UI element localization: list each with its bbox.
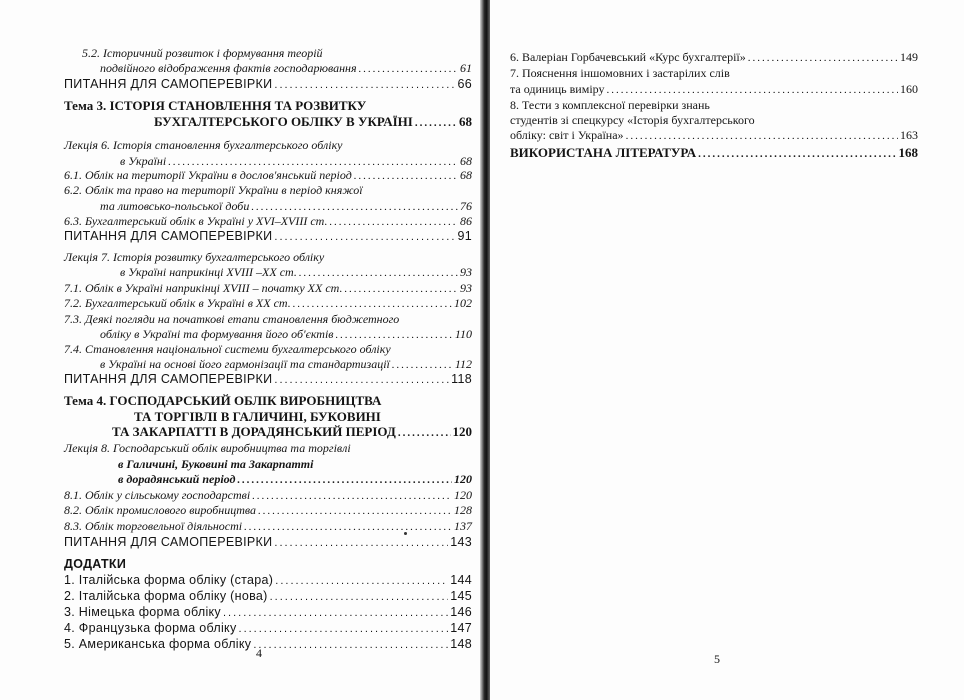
toc-appendix-item: та одиниць виміру ..... 160	[510, 82, 918, 96]
right-page	[490, 0, 964, 700]
toc-lecture: в Україні наприкінці XVIII –XX ст. ..... 93	[120, 265, 472, 279]
toc-bibliography: ВИКОРИСТАНА ЛІТЕРАТУРА ..... 168	[510, 146, 918, 160]
toc-appendix-item: студентів зі спецкурсу «Історія бухгалтерського	[510, 113, 755, 127]
toc-entry: 7.1. Облік в Україні наприкінці XVIII – початку XX ст. ..... 93	[64, 281, 472, 295]
toc-lecture: Лекція 8. Господарський облік виробництва та торгівлі	[64, 441, 351, 455]
toc-lecture: Лекція 6. Історія становлення бухгалтерського обліку	[64, 138, 343, 152]
toc-entry: та литовсько-польської доби ..... 76	[100, 199, 472, 213]
toc-topic-heading: Тема 3. ІСТОРІЯ СТАНОВЛЕННЯ ТА РОЗВИТКУ	[64, 98, 367, 113]
toc-appendix-item: 1. Італійська форма обліку (стара) ..... 144	[64, 573, 472, 587]
toc-lecture: в дорадянський період ..... 120	[118, 472, 472, 486]
toc-entry: 8.3. Облік торговельної діяльності ..... 137	[64, 519, 472, 533]
toc-appendix-heading: ДОДАТКИ	[64, 557, 127, 571]
toc-lecture: в Галичині, Буковині та Закарпатті	[118, 457, 314, 471]
toc-entry: 8.2. Облік промислового виробництва ..... 128	[64, 503, 472, 517]
toc-entry: 7.4. Становлення національної системи бухгалтерського обліку	[64, 342, 391, 356]
print-speck	[404, 532, 407, 535]
toc-entry: 6.1. Облік на території України в дослов'янський період ..... 68	[64, 168, 472, 182]
toc-lecture: в Україні ..... 68	[120, 154, 472, 168]
toc-appendix-item: 3. Німецька форма обліку ..... 146	[64, 605, 472, 619]
toc-appendix-item: 5. Американська форма обліку ..... 148	[64, 637, 472, 651]
toc-appendix-item: обліку: світ і Україна» ..... 163	[510, 128, 918, 142]
toc-entry: в Україні на основі його гармонізації та стандартизації ..... 112	[100, 357, 472, 371]
toc-entry: 8.1. Облік у сільському господарстві ..... 120	[64, 488, 472, 502]
toc-appendix-item: 4. Французька форма обліку ..... 147	[64, 621, 472, 635]
toc-entry: подвійного відображення фактів господарювання ..... 61	[100, 61, 472, 75]
toc-topic-heading: ТА ТОРГІВЛІ В ГАЛИЧИНІ, БУКОВИНІ	[134, 409, 381, 424]
toc-entry: 6.3. Бухгалтерський облік в Україні у XVI–XVIII ст. ..... 86	[64, 214, 472, 228]
toc-questions: ПИТАННЯ ДЛЯ САМОПЕРЕВІРКИ ..... 66	[64, 77, 472, 91]
toc-topic-heading: Тема 4. ГОСПОДАРСЬКИЙ ОБЛІК ВИРОБНИЦТВА	[64, 393, 382, 408]
page-number: 4	[256, 646, 262, 660]
toc-appendix-item: 8. Тести з комплексної перевірки знань	[510, 98, 710, 112]
toc-entry: 5.2. Історичний розвиток і формування теорій	[82, 46, 323, 60]
toc-topic-heading: ТА ЗАКАРПАТТІ В ДОРАДЯНСЬКИЙ ПЕРІОД ..... 120	[112, 425, 472, 439]
toc-lecture: Лекція 7. Історія розвитку бухгалтерського обліку	[64, 250, 325, 264]
toc-topic-heading: БУХГАЛТЕРСЬКОГО ОБЛІКУ В УКРАЇНІ ..... 68	[154, 115, 472, 129]
page-number: 5	[714, 652, 720, 666]
toc-questions: ПИТАННЯ ДЛЯ САМОПЕРЕВІРКИ ..... 91	[64, 229, 472, 243]
toc-appendix-item: 2. Італійська форма обліку (нова) ..... 145	[64, 589, 472, 603]
toc-appendix-item: 6. Валеріан Горбачевський «Курс бухгалтерії» ..... 149	[510, 50, 918, 64]
toc-entry: 6.2. Облік та право на території України в період княжої	[64, 183, 363, 197]
toc-questions: ПИТАННЯ ДЛЯ САМОПЕРЕВІРКИ ..... 143	[64, 535, 472, 549]
toc-entry: 7.3. Деякі погляди на початкові етапи становлення бюджетного	[64, 312, 400, 326]
toc-appendix-item: 7. Пояснення іншомовних і застарілих слів	[510, 66, 730, 80]
toc-entry: обліку в Україні та формування його об'єктів ..... 110	[100, 327, 472, 341]
toc-questions: ПИТАННЯ ДЛЯ САМОПЕРЕВІРКИ ..... 118	[64, 372, 472, 386]
toc-entry: 7.2. Бухгалтерський облік в Україні в XX ст. ..... 102	[64, 296, 472, 310]
